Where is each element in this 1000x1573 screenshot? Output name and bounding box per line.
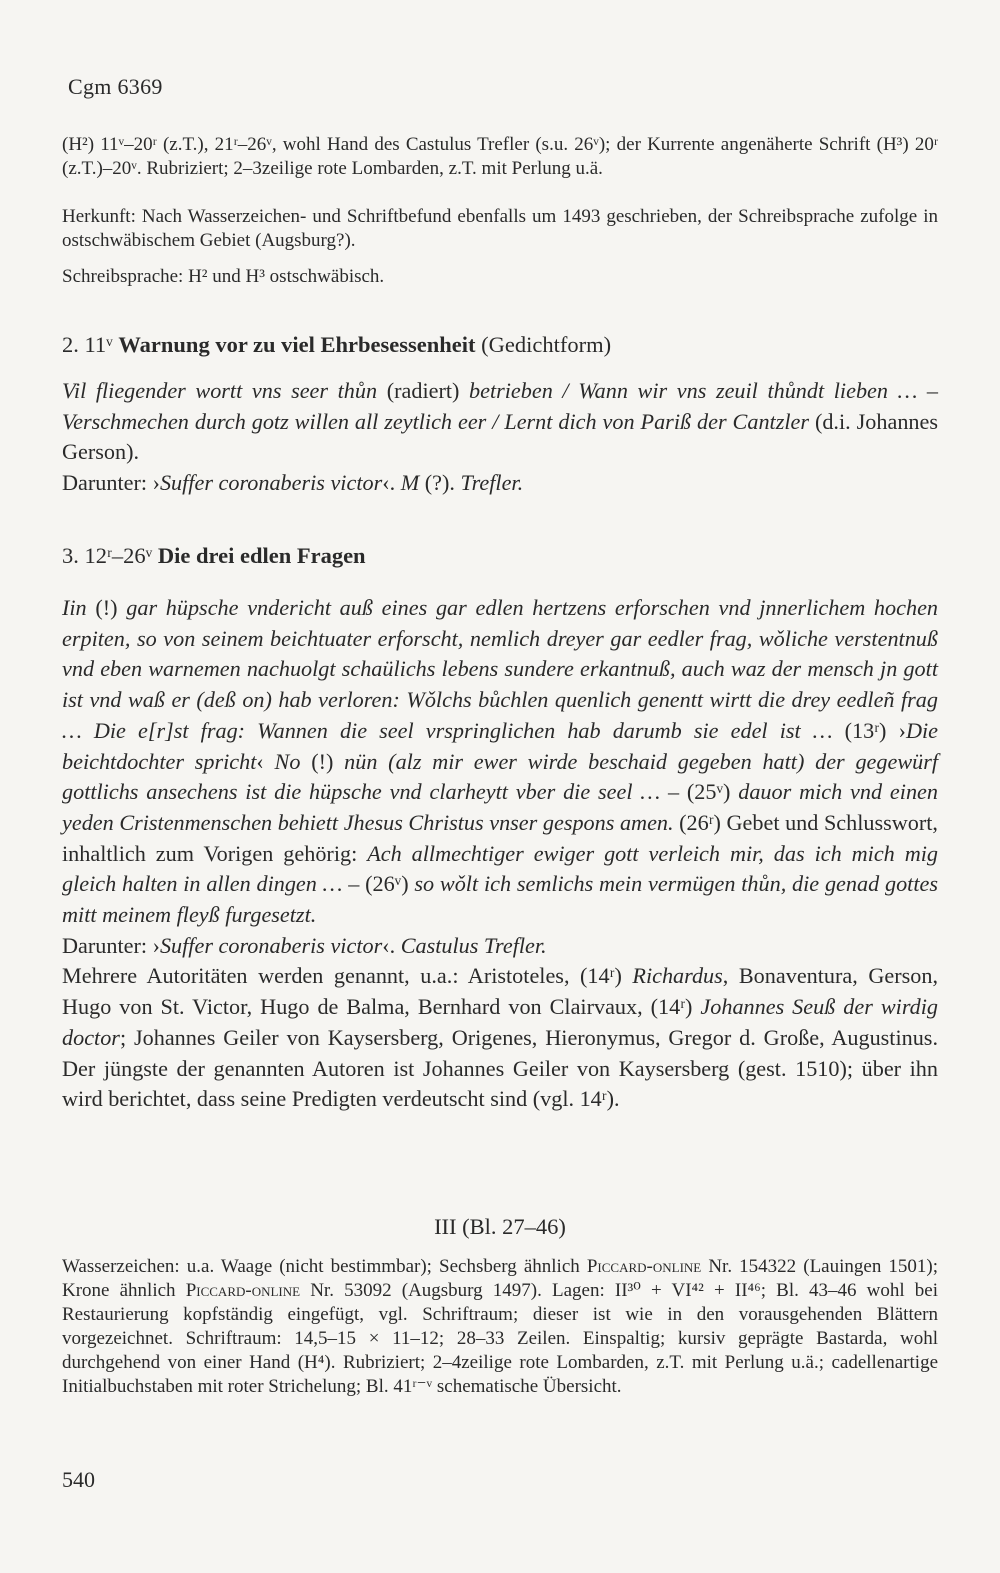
section-3-description <box>62 1255 938 1399</box>
item-3-number: 3. 12ʳ–26ᵛ <box>62 543 153 568</box>
schreibsprache-paragraph: Schreibsprache: H² und H³ ostschwäbisch. <box>62 266 385 287</box>
intro-schreibsprache <box>62 265 938 289</box>
darunter-label: Darunter: › <box>62 470 160 496</box>
text-part: (!) <box>86 595 127 620</box>
piccard-ref: Piccard-online <box>586 1256 702 1277</box>
text-part: Mehrere Autoritäten werden genannt, u.a.: Aristoteles, (14ʳ) <box>62 963 633 989</box>
wasserzeichen-paragraph <box>62 1255 938 1399</box>
herkunft-paragraph: Herkunft: Nach Wasserzeichen- und Schriftbefund ebenfalls um 1493 geschrieben, der Schreibsprache zufolge in ostschwäbischem Gebiet (Augsburg?). <box>62 206 938 251</box>
text-part: Die beichtdochter spricht <box>62 717 938 774</box>
text-part: Johannes Seuß der wirdig doctor <box>62 994 938 1050</box>
text-part: ; Johannes Geiler von Kaysersberg, Origenes, Hieronymus, Gregor d. Große, Augustinus. Der jüngste der genannten Autoren ist Johannes Geiler von Kaysersberg (gest. 1510); über ihn wird berichtet, dass seine Predigten verdeutscht sind (vgl. 14ʳ). <box>62 1024 938 1112</box>
scribe-name: Trefler. <box>460 470 524 496</box>
darunter-label: Darunter: › <box>62 932 160 958</box>
query: (?). <box>419 470 461 496</box>
item-3-title: Die drei edlen Fragen <box>157 543 366 568</box>
text-part: Nr. 53092 (Augsburg 1497). Lagen: II³⁰ + VI⁴² + II⁴⁶; Bl. 43–46 wohl bei Restaurierung kopfständig eingefügt, vgl. Schriftraum; dieser ist wie in den vorausgehenden Blättern vorgezeichnet. Schriftraum: 14,5–15 × 11–12; 28–33 Zeilen. Einspaltig; kursiv geprägte Bastarda, wohl durchgehend von einer Hand (H⁴). Rubriziert; 2–4zeilige rote Lombarden, z.T. mit Perlung u.ä.; cadellenartige Initialbuchstaben mit roter Strichelung; Bl. 41ʳ⁻ᵛ schematische Übersicht. <box>62 1280 939 1397</box>
note-radiert: (radiert) <box>386 378 460 403</box>
item-3-main-paragraph <box>62 593 938 931</box>
text-part: dauor mich vnd einen yeden Cristenmenschen behiett Jhesus Christus vnser gespons amen. <box>62 779 938 835</box>
item-3-darunter <box>62 931 938 962</box>
hand-paragraph: (H²) 11ᵛ–20ʳ (z.T.), 21ʳ–26ᵛ, wohl Hand des Castulus Trefler (s.u. 26ᵛ); der Kurrente angenäherte Schrift (H³) 20ʳ (z.T.)–20ᵛ. Rubriziert; 2–3zeilige rote Lombarden, z.T. mit Perlung u.ä. <box>62 134 938 179</box>
item-2-incipit <box>62 376 938 468</box>
intro-hand-description <box>62 133 938 181</box>
incipit-part: Vil fliegender wortt vns seer thůn <box>62 378 378 403</box>
text-part: gar hüpsche vndericht auß eines gar edlen hertzens erforschen vnd jnnerlichem hochen erpiten, so von seinem beichtuater erforscht, nemlich dreyer gar eedler frag, wǒliche verstentnuß vnd eben warnemen nachuolgt schaülichs lebens sundere erkantnuß, auch waz der mensch jn gott ist vnd waß er (deß on) hab verloren: Wǒlchs bůchlen quenlich genentt wirtt die drey eedleñ frag … Die e[r]st frag: Wannen die seel vrspringlichen hab darumb sie edel ist … <box>62 595 939 743</box>
text-part: (13ʳ) › <box>832 717 906 743</box>
text-part: Nr. 154322 (Lauingen 1501); Krone ähnlich <box>62 1256 939 1301</box>
page-number: 540 <box>62 1467 95 1492</box>
text-part: ‹ <box>256 748 275 774</box>
piccard-ref: Piccard-online <box>185 1280 301 1301</box>
item-2-darunter <box>62 468 938 499</box>
text-part: nün (alz mir ewer wirde beschaid gegeben hatt) der gegewürf gottlichs ansechens ist die hüpsche vnd clarheytt vber die seel … <box>62 748 939 805</box>
text-part: – (26ᵛ) <box>342 871 415 897</box>
author-note: (d.i. Johannes Gerson). <box>62 408 938 465</box>
item-2-form: (Gedichtform) <box>481 332 612 357</box>
item-3-text <box>62 593 938 1115</box>
motto-close: ‹. <box>382 470 401 496</box>
motto-close: ‹. <box>382 932 401 958</box>
item-2-number: 2. 11ᵛ <box>62 332 113 357</box>
item-2-text <box>62 376 938 499</box>
text-part: No <box>274 748 301 774</box>
item-3-heading <box>62 541 938 571</box>
text-part: Richardus <box>632 963 723 989</box>
text-part: (!) <box>300 748 345 774</box>
text-part: , Bonaventura, Gerson, Hugo von St. Victor, Hugo de Balma, Bernhard von Clairvaux, (14ʳ) <box>62 963 938 1020</box>
text-part: (26ʳ) Gebet und Schlusswort, inhaltlich zum Vorigen gehörig: <box>62 809 938 866</box>
section-3-heading: III (Bl. 27–46) <box>434 1214 566 1239</box>
text-part: so wǒlt ich semlichs mein vermügen thůn, die genad gottes mitt meinem fleyß furgesetzt. <box>62 871 938 928</box>
motto: Suffer coronaberis victor <box>159 470 383 496</box>
motto: Suffer coronaberis victor <box>159 932 383 958</box>
incipit-explicit: betrieben / Wann wir vns zeuil thůndt lieben … – Verschmechen durch gotz willen all zeytlich eer / Lernt dich von Pariß der Cantzler <box>62 378 939 434</box>
scribe-name: Castulus Trefler. <box>400 932 547 958</box>
text-part: – (25ᵛ) <box>660 779 739 805</box>
text-part: Ach allmechtiger ewiger gott verleich mir, das ich mich mig gleich halten in allen dingen … <box>62 840 939 897</box>
item-2-heading <box>62 330 938 360</box>
item-3-authorities <box>62 961 938 1115</box>
text-part: Iin <box>62 595 87 620</box>
intro-herkunft <box>62 205 938 253</box>
running-title: Cgm 6369 <box>68 74 163 99</box>
initial-m: M <box>400 470 420 496</box>
text-part: Wasserzeichen: u.a. Waage (nicht bestimmbar); Sechsberg ähnlich <box>62 1256 587 1277</box>
item-2-title: Warnung vor zu viel Ehrbesessenheit <box>118 332 476 357</box>
